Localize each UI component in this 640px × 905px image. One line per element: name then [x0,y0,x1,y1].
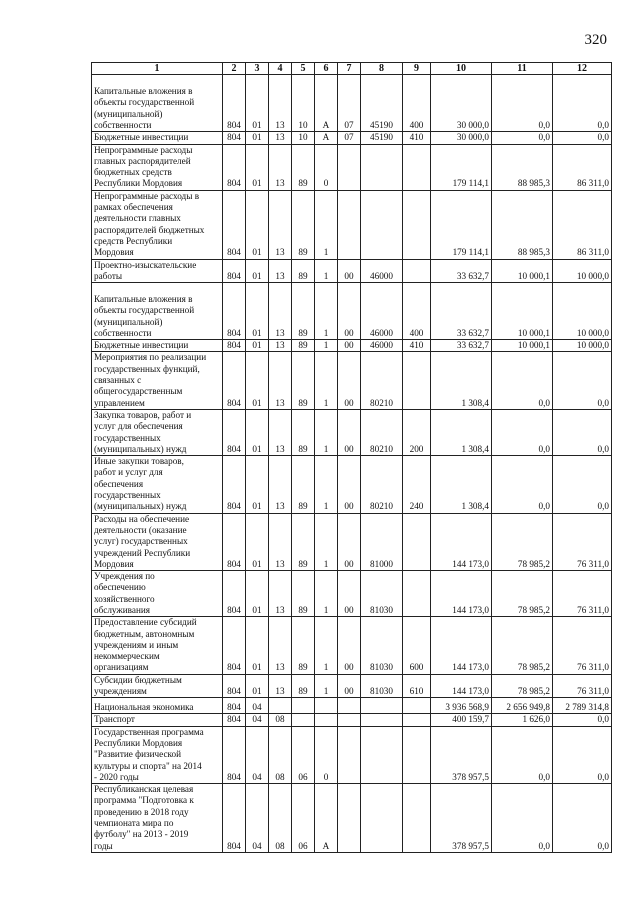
column-header: 6 [315,63,338,75]
amount-cell: 33 632,7 [431,340,492,352]
code-cell: 13 [269,190,292,259]
amount-cell: 10 000,0 [553,340,612,352]
amount-cell: 76 311,0 [553,674,612,698]
table-row [92,617,612,674]
table-row [92,698,612,714]
code-cell: 06 [292,784,315,853]
code-cell: 10 [292,75,315,132]
code-cell: 81030 [361,674,403,698]
code-cell: 06 [292,726,315,783]
row-name-cell: Учреждения по обеспечению хозяйственного обслуживания [92,571,223,617]
amount-cell: 179 114,1 [431,190,492,259]
code-cell: 1 [315,409,338,455]
code-cell: 0 [315,726,338,783]
code-cell: 804 [223,132,246,144]
row-name-cell: Непрограммные расходы в рамках обеспечения деятельности главных распорядителей бюджетных средств Республики Мордовия [92,190,223,259]
code-cell [403,571,431,617]
code-cell: 13 [269,352,292,409]
code-cell: 00 [338,617,361,674]
amount-cell: 10 000,0 [553,283,612,340]
code-cell: 89 [292,190,315,259]
amount-cell: 76 311,0 [553,617,612,674]
table-row [92,144,612,190]
code-cell: 804 [223,283,246,340]
amount-cell: 378 957,5 [431,784,492,853]
code-cell: 804 [223,698,246,714]
table-row [92,571,612,617]
amount-cell: 30 000,0 [431,75,492,132]
code-cell: 80210 [361,352,403,409]
amount-cell: 10 000,1 [492,259,553,283]
code-cell: 01 [246,617,269,674]
code-cell [338,698,361,714]
code-cell: 04 [246,698,269,714]
amount-cell: 0,0 [553,132,612,144]
code-cell: 410 [403,132,431,144]
page-number: 320 [584,32,607,48]
amount-cell: 0,0 [492,132,553,144]
amount-cell: 33 632,7 [431,259,492,283]
code-cell [361,784,403,853]
amount-cell: 2 656 949,8 [492,698,553,714]
table-row [92,340,612,352]
code-cell: 804 [223,259,246,283]
code-cell: 10 [292,132,315,144]
amount-cell: 86 311,0 [553,144,612,190]
amount-cell: 10 000,1 [492,283,553,340]
code-cell [403,144,431,190]
table-row [92,726,612,783]
amount-cell: 0,0 [553,714,612,726]
code-cell: 00 [338,674,361,698]
amount-cell: 144 173,0 [431,571,492,617]
amount-cell: 1 308,4 [431,352,492,409]
code-cell: 89 [292,513,315,570]
code-cell: 400 [403,75,431,132]
code-cell [269,698,292,714]
code-cell: 13 [269,617,292,674]
code-cell: 00 [338,283,361,340]
code-cell: 1 [315,259,338,283]
amount-cell: 30 000,0 [431,132,492,144]
code-cell [403,698,431,714]
code-cell: 89 [292,259,315,283]
row-name-cell: Мероприятия по реализации государственных функций, связанных с общегосударственным управлением [92,352,223,409]
table-row [92,75,612,132]
amount-cell: 88 985,3 [492,190,553,259]
row-name-cell: Государственная программа Республики Мордовия "Развитие физической культуры и спорта" на 2014 - 2020 годы [92,726,223,783]
code-cell: 0 [315,144,338,190]
code-cell: А [315,75,338,132]
code-cell: 804 [223,784,246,853]
amount-cell: 76 311,0 [553,571,612,617]
table-row [92,283,612,340]
code-cell: 01 [246,409,269,455]
amount-cell: 78 985,2 [492,571,553,617]
code-cell: 07 [338,75,361,132]
row-name-cell: Предоставление субсидий бюджетным, автономным учреждениям и иным некоммерческим организациям [92,617,223,674]
code-cell [338,784,361,853]
code-cell: 1 [315,340,338,352]
code-cell: 804 [223,513,246,570]
code-cell: 04 [246,726,269,783]
amount-cell: 144 173,0 [431,617,492,674]
code-cell [292,698,315,714]
code-cell: 13 [269,409,292,455]
amount-cell: 0,0 [492,784,553,853]
code-cell: 1 [315,513,338,570]
code-cell: 04 [246,784,269,853]
table-row [92,674,612,698]
code-cell: 804 [223,340,246,352]
code-cell [403,190,431,259]
amount-cell: 10 000,1 [492,340,553,352]
code-cell: 600 [403,617,431,674]
code-cell: 00 [338,352,361,409]
code-cell: 01 [246,283,269,340]
code-cell: 00 [338,456,361,513]
code-cell: 13 [269,283,292,340]
code-cell [361,190,403,259]
table-row [92,784,612,853]
code-cell: 01 [246,513,269,570]
code-cell: 804 [223,714,246,726]
code-cell: 81030 [361,617,403,674]
code-cell: 240 [403,456,431,513]
table-row [92,409,612,455]
code-cell: 89 [292,456,315,513]
amount-cell: 0,0 [553,409,612,455]
code-cell: 200 [403,409,431,455]
code-cell: 00 [338,259,361,283]
row-name-cell: Закупка товаров, работ и услуг для обеспечения государственных (муниципальных) нужд [92,409,223,455]
table-row [92,190,612,259]
code-cell: 00 [338,409,361,455]
code-cell: 00 [338,571,361,617]
code-cell: 804 [223,674,246,698]
code-cell: 89 [292,674,315,698]
code-cell: 46000 [361,259,403,283]
amount-cell: 86 311,0 [553,190,612,259]
code-cell: 13 [269,259,292,283]
table-row [92,513,612,570]
amount-cell: 10 000,0 [553,259,612,283]
code-cell [361,144,403,190]
code-cell [403,513,431,570]
code-cell: 89 [292,617,315,674]
code-cell: 1 [315,456,338,513]
amount-cell: 0,0 [492,352,553,409]
code-cell: 01 [246,132,269,144]
column-header: 5 [292,63,315,75]
code-cell [338,714,361,726]
code-cell: 13 [269,513,292,570]
amount-cell: 33 632,7 [431,283,492,340]
amount-cell: 1 626,0 [492,714,553,726]
code-cell: 46000 [361,283,403,340]
code-cell: 804 [223,409,246,455]
code-cell: 80210 [361,409,403,455]
amount-cell: 400 159,7 [431,714,492,726]
code-cell: 01 [246,190,269,259]
code-cell: 804 [223,190,246,259]
table-row [92,259,612,283]
row-name-cell: Расходы на обеспечение деятельности (оказание услуг) государственных учреждений Республики Мордовия [92,513,223,570]
amount-cell: 78 985,2 [492,674,553,698]
code-cell: 410 [403,340,431,352]
amount-cell: 378 957,5 [431,726,492,783]
code-cell: 08 [269,714,292,726]
amount-cell: 3 936 568,9 [431,698,492,714]
code-cell: 89 [292,352,315,409]
column-header: 1 [92,63,223,75]
amount-cell: 0,0 [553,75,612,132]
row-name-cell: Республиканская целевая программа "Подготовка к проведению в 2018 году чемпионата мира по футболу" на 2013 - 2019 годы [92,784,223,853]
row-name-cell: Субсидии бюджетным учреждениям [92,674,223,698]
code-cell [338,726,361,783]
code-cell: 13 [269,340,292,352]
code-cell: 804 [223,352,246,409]
code-cell: 01 [246,352,269,409]
amount-cell: 78 985,2 [492,617,553,674]
amount-cell: 2 789 314,8 [553,698,612,714]
row-name-cell: Капитальные вложения в объекты государственной (муниципальной) собственности [92,75,223,132]
amount-cell: 0,0 [553,352,612,409]
budget-table [91,62,612,853]
code-cell: 1 [315,352,338,409]
code-cell: 01 [246,144,269,190]
code-cell: 1 [315,190,338,259]
amount-cell: 144 173,0 [431,674,492,698]
column-header: 8 [361,63,403,75]
code-cell: 13 [269,132,292,144]
row-name-cell: Национальная экономика [92,698,223,714]
table-row [92,352,612,409]
amount-cell: 0,0 [553,456,612,513]
amount-cell: 0,0 [492,456,553,513]
code-cell: 804 [223,726,246,783]
code-cell [403,784,431,853]
amount-cell: 144 173,0 [431,513,492,570]
code-cell [338,190,361,259]
code-cell: 13 [269,571,292,617]
row-name-cell: Капитальные вложения в объекты государственной (муниципальной) собственности [92,283,223,340]
code-cell: 00 [338,513,361,570]
code-cell: 04 [246,714,269,726]
row-name-cell: Бюджетные инвестиции [92,340,223,352]
table-row [92,456,612,513]
code-cell [403,726,431,783]
code-cell: 00 [338,340,361,352]
code-cell: 46000 [361,340,403,352]
code-cell: 1 [315,617,338,674]
amount-cell: 1 308,4 [431,409,492,455]
amount-cell: 78 985,2 [492,513,553,570]
code-cell: 89 [292,571,315,617]
code-cell: 400 [403,283,431,340]
table-row [92,132,612,144]
column-header: 11 [492,63,553,75]
column-header: 10 [431,63,492,75]
code-cell: 89 [292,144,315,190]
amount-cell: 0,0 [553,726,612,783]
code-cell: А [315,784,338,853]
amount-cell: 0,0 [492,726,553,783]
amount-cell: 1 308,4 [431,456,492,513]
row-name-cell: Иные закупки товаров, работ и услуг для обеспечения государственных (муниципальных) нужд [92,456,223,513]
code-cell: 1 [315,674,338,698]
code-cell: 804 [223,144,246,190]
code-cell: 80210 [361,456,403,513]
row-name-cell: Бюджетные инвестиции [92,132,223,144]
code-cell: 01 [246,674,269,698]
code-cell: 13 [269,144,292,190]
column-header: 9 [403,63,431,75]
amount-cell: 179 114,1 [431,144,492,190]
code-cell: 13 [269,75,292,132]
code-cell: 08 [269,784,292,853]
code-cell: 89 [292,409,315,455]
code-cell [292,714,315,726]
code-cell: 1 [315,571,338,617]
code-cell: 13 [269,674,292,698]
header-row [92,63,612,75]
code-cell: 01 [246,571,269,617]
amount-cell: 0,0 [492,409,553,455]
amount-cell: 0,0 [492,75,553,132]
row-name-cell: Транспорт [92,714,223,726]
code-cell: 01 [246,456,269,513]
code-cell: 08 [269,726,292,783]
code-cell: 89 [292,283,315,340]
amount-cell: 76 311,0 [553,513,612,570]
code-cell [403,259,431,283]
code-cell: 89 [292,340,315,352]
code-cell: 01 [246,75,269,132]
code-cell: 610 [403,674,431,698]
code-cell: 45190 [361,75,403,132]
code-cell: 45190 [361,132,403,144]
table-row [92,714,612,726]
code-cell: 81000 [361,513,403,570]
code-cell [361,698,403,714]
code-cell [361,726,403,783]
code-cell [403,352,431,409]
code-cell [315,714,338,726]
code-cell [338,144,361,190]
column-header: 12 [553,63,612,75]
code-cell: 804 [223,571,246,617]
amount-cell: 88 985,3 [492,144,553,190]
code-cell [361,714,403,726]
code-cell: 01 [246,340,269,352]
code-cell: 804 [223,456,246,513]
column-header: 4 [269,63,292,75]
code-cell: А [315,132,338,144]
amount-cell: 0,0 [553,784,612,853]
code-cell: 81030 [361,571,403,617]
code-cell: 01 [246,259,269,283]
code-cell [403,714,431,726]
code-cell: 07 [338,132,361,144]
row-name-cell: Непрограммные расходы главных распорядителей бюджетных средств Республики Мордовия [92,144,223,190]
row-name-cell: Проектно-изыскательские работы [92,259,223,283]
code-cell: 804 [223,75,246,132]
code-cell: 13 [269,456,292,513]
column-header: 3 [246,63,269,75]
code-cell: 1 [315,283,338,340]
column-header: 2 [223,63,246,75]
code-cell [315,698,338,714]
code-cell: 804 [223,617,246,674]
column-header: 7 [338,63,361,75]
